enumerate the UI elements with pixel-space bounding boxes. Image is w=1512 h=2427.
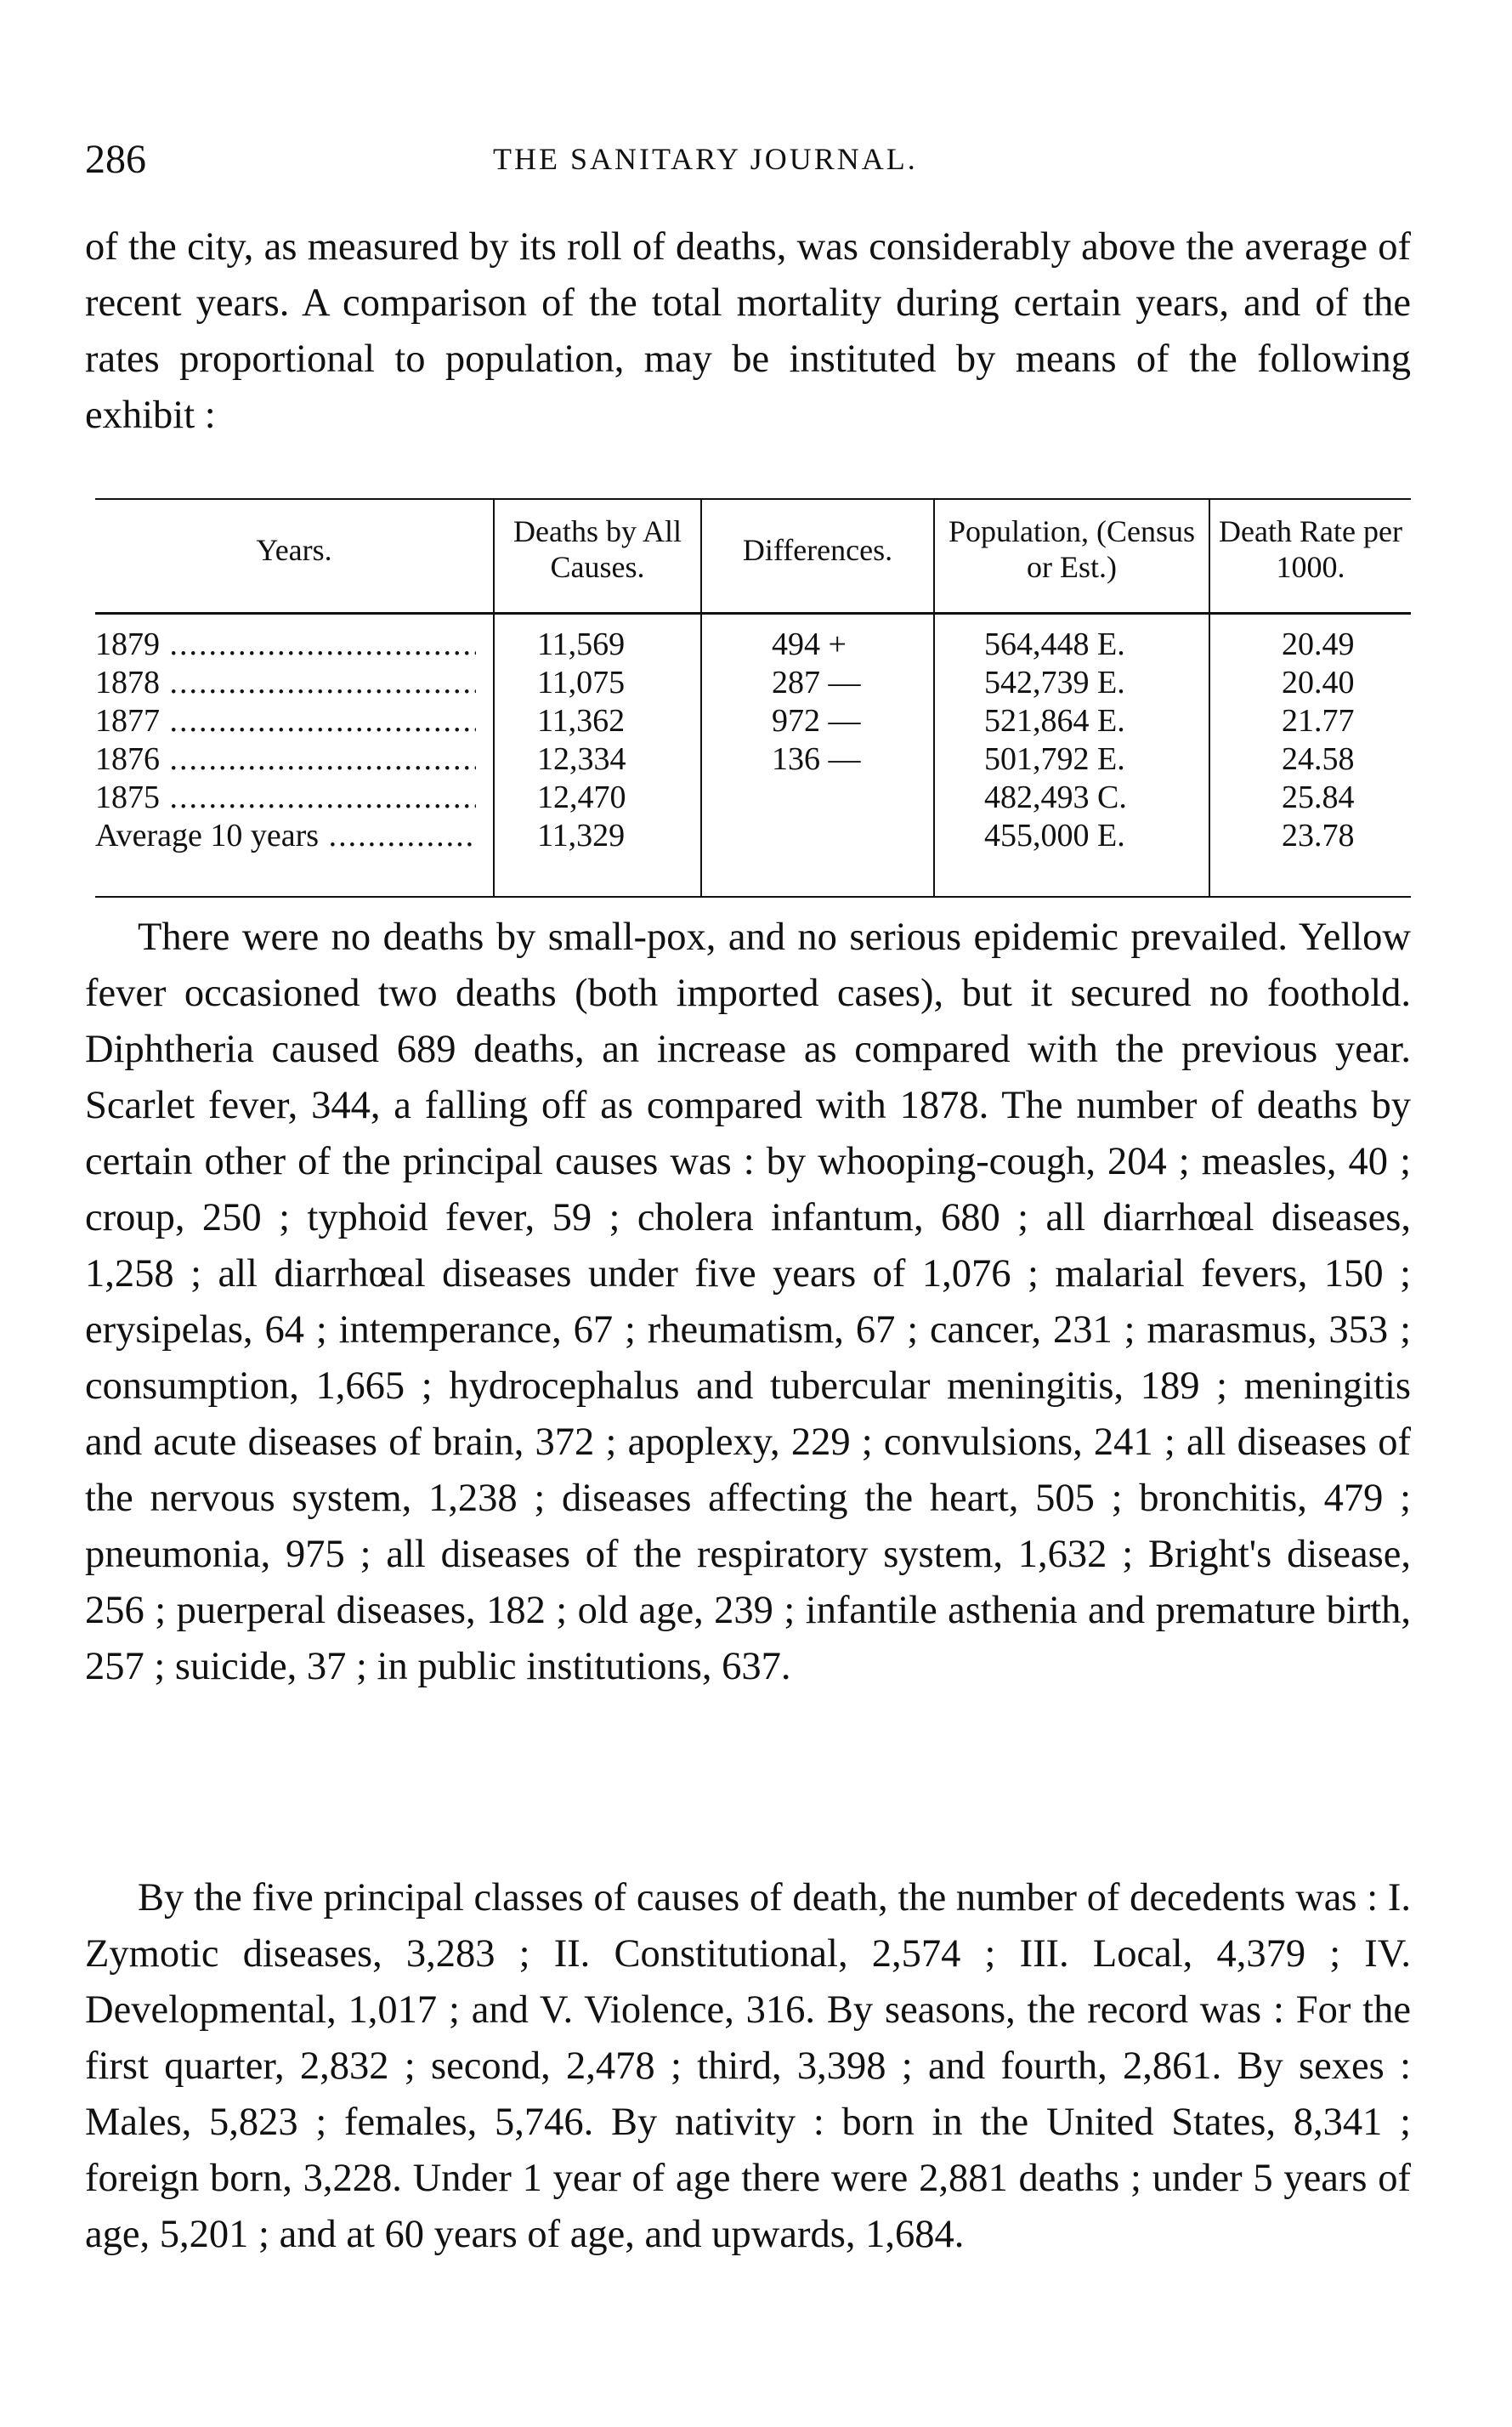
cell-population: 501,792 E. (984, 741, 1125, 777)
header-deaths: Deaths by All Causes. (513, 514, 682, 584)
cell-deaths: 11,075 (537, 665, 626, 700)
table-header-rule (95, 612, 1411, 615)
cell-death-rate: 23.78 (1282, 818, 1355, 853)
cell-population: 455,000 E. (984, 818, 1125, 853)
paragraph-classes: By the five principal classes of causes of death, the number of decedents was : I. Zymotic diseases, 3,283 ; II. Constitutional, 2,574 ; III. Local, 4,379 ; IV. Developmental, 1,017 ; and V. Violence, 316. By seasons, the record was : For the first quarter, 2,832 ; second, 2,478 ; third, 3,398 ; and fourth, 2,861. By sexes : Males, 5,823 ; females, 5,746. By nativity : born in the United States, 8,341 ; foreign born, 3,228. Under 1 year of age there were 2,881 deaths ; under 5 years of age, 5,201 ; and at 60 years of age, and upwards, 1,684. (85, 1876, 1411, 2256)
cell-death-rate: 25.84 (1282, 780, 1355, 815)
page-number: 286 (85, 137, 146, 182)
table-top-rule (95, 498, 1411, 500)
table-row (95, 817, 1411, 855)
header-population: Population, (Census or Est.) (948, 514, 1195, 584)
cell-deaths: 11,569 (537, 627, 626, 662)
cell-deaths: 11,362 (537, 703, 626, 739)
paragraph-intro: of the city, as measured by its roll of deaths, was considerably above the average of recent years. A comparison of the total mortality during certain years, and of the rates proportional to population, may be instituted by means of the following exhibit : (85, 225, 1411, 437)
cell-death-rate: 24.58 (1282, 741, 1355, 777)
cell-year: Average 10 years ..... (95, 817, 476, 855)
cell-population: 521,864 E. (984, 703, 1125, 739)
cell-death-rate: 20.49 (1282, 627, 1355, 662)
cell-death-rate: 21.77 (1282, 703, 1355, 739)
cell-year: 1878 ..... (95, 664, 476, 702)
journal-title: THE SANITARY JOURNAL. (493, 142, 918, 176)
cell-deaths: 11,329 (537, 818, 626, 853)
table-row (95, 626, 1411, 664)
cell-year: 1877 ..... (95, 702, 476, 740)
table-row (95, 664, 1411, 702)
cell-difference: 972 — (772, 703, 861, 739)
cell-year: 1876 ..... (95, 740, 476, 779)
cell-population: 542,739 E. (984, 665, 1125, 700)
header-differences: Differences. (742, 533, 893, 567)
cell-difference: 287 — (772, 665, 861, 700)
mortality-table (95, 498, 1411, 898)
table-bottom-rule (95, 896, 1411, 898)
cell-deaths: 12,334 (537, 741, 626, 777)
paragraph-causes: There were no deaths by small-pox, and no serious epidemic prevailed. Yellow fever occasioned two deaths (both imported cases), but it secured no foothold. Diphtheria caused 689 deaths, an increase as compared with the previous year. Scarlet fever, 344, a falling off as compared with 1878. The number of deaths by certain other of the principal causes was : by whooping-cough, 204 ; measles, 40 ; croup, 250 ; typhoid fever, 59 ; cholera infantum, 680 ; all diarrhœal diseases, 1,258 ; all diarrhœal diseases under five years of 1,076 ; malarial fevers, 150 ; erysipelas, 64 ; intemperance, 67 ; rheumatism, 67 ; cancer, 231 ; marasmus, 353 ; consumption, 1,665 ; hydrocephalus and tubercular meningitis, 189 ; meningitis and acute diseases of brain, 372 ; apoplexy, 229 ; convulsions, 241 ; all diseases of the nervous system, 1,238 ; diseases affecting the heart, 505 ; bronchitis, 479 ; pneumonia, 975 ; all diseases of the respiratory system, 1,632 ; Bright's disease, 256 ; puerperal diseases, 182 ; old age, 239 ; infantile asthenia and premature birth, 257 ; suicide, 37 ; in public institutions, 637. (85, 916, 1411, 1688)
running-head (85, 136, 1428, 187)
cell-death-rate: 20.40 (1282, 665, 1355, 700)
table-row (95, 740, 1411, 779)
cell-deaths: 12,470 (537, 780, 626, 815)
cell-difference: 494 + (772, 627, 847, 662)
cell-population: 564,448 E. (984, 627, 1125, 662)
cell-population: 482,493 C. (984, 780, 1127, 815)
cell-difference: 136 — (772, 741, 861, 777)
cell-year: 1875 ..... (95, 779, 476, 817)
table-row (95, 702, 1411, 740)
header-death-rate: Death Rate per 1000. (1219, 514, 1402, 584)
header-years: Years. (256, 533, 332, 567)
cell-year: 1879 ..... (95, 626, 476, 664)
table-row (95, 779, 1411, 817)
